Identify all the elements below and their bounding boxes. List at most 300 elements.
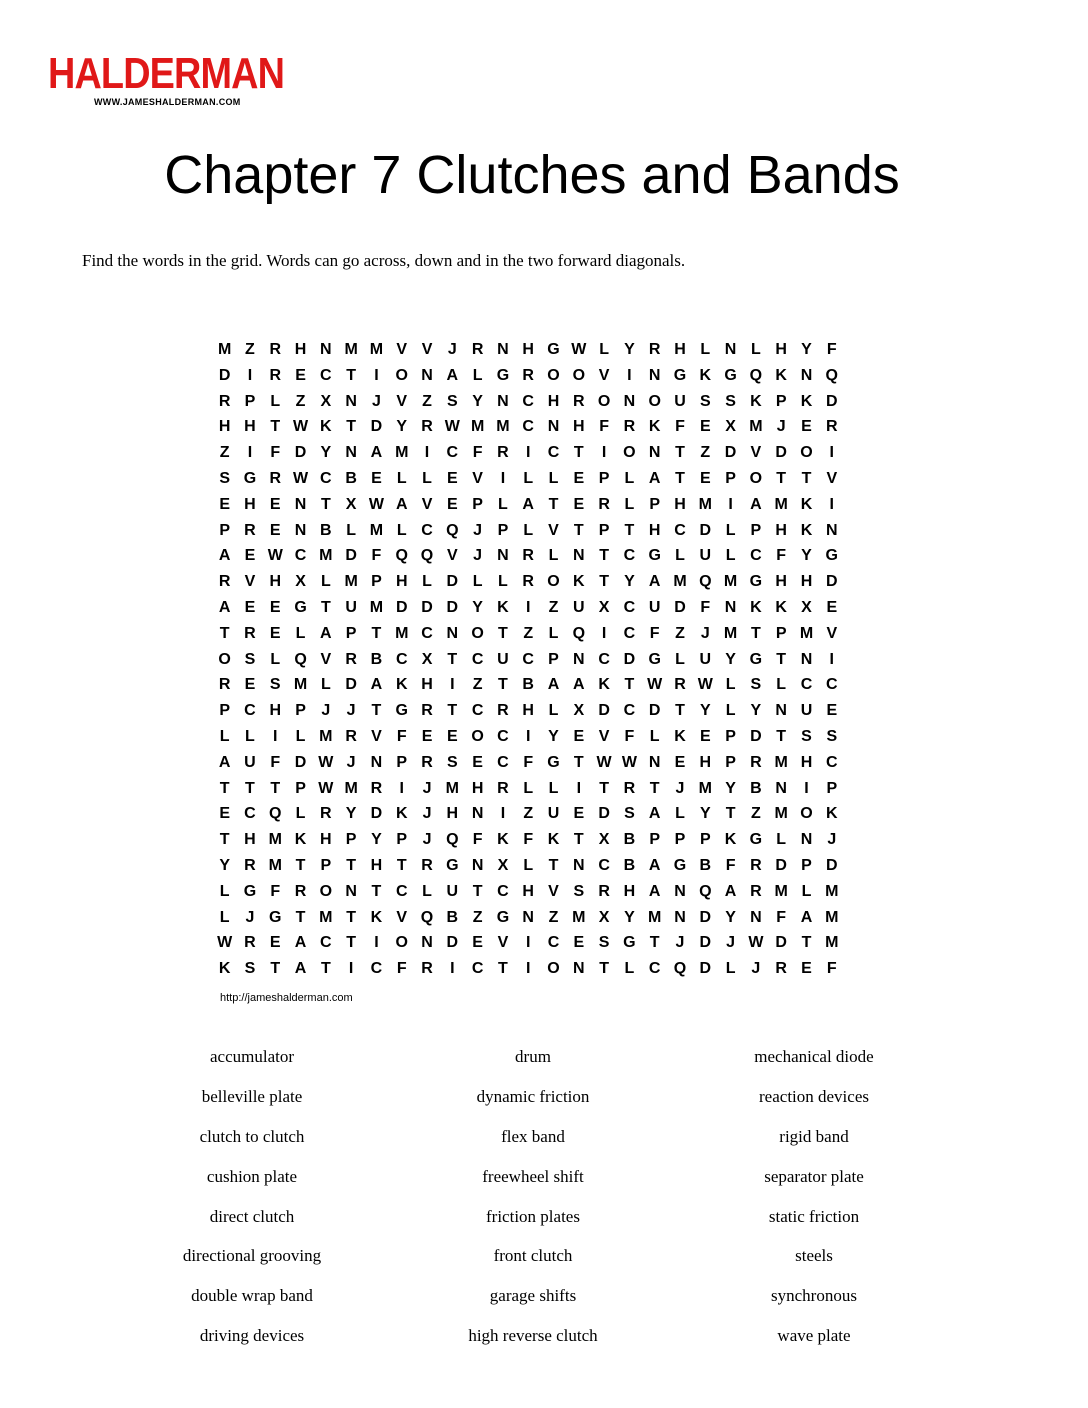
grid-letter: V xyxy=(497,934,509,952)
grid-letter: V xyxy=(598,727,610,745)
grid-letter: Y xyxy=(548,727,559,745)
grid-letter: E xyxy=(244,598,256,616)
grid-letter: I xyxy=(601,624,607,642)
grid-letter: O xyxy=(319,882,333,900)
grid-letter: L xyxy=(523,779,534,797)
grid-letter: M xyxy=(395,444,409,462)
grid-letter: G xyxy=(294,598,307,616)
grid-letter: P xyxy=(497,521,509,539)
grid-letter: D xyxy=(294,444,307,462)
grid-letter: M xyxy=(648,908,662,926)
grid-letter: R xyxy=(421,702,433,720)
grid-letter: C xyxy=(522,392,534,410)
grid-letter: N xyxy=(294,495,307,513)
grid-letter: B xyxy=(446,908,459,926)
grid-letter: L xyxy=(219,908,230,926)
grid-letter: R xyxy=(421,418,433,436)
grid-letter: N xyxy=(370,753,383,771)
grid-letter: A xyxy=(573,676,585,694)
grid-letter: J xyxy=(675,934,685,952)
grid-letter: W xyxy=(596,753,612,771)
grid-letter: F xyxy=(270,444,281,462)
grid-letter: E xyxy=(269,598,281,616)
grid-letter: R xyxy=(573,392,585,410)
grid-letter: Q xyxy=(446,521,459,539)
grid-letter: E xyxy=(699,469,711,487)
grid-letter: M xyxy=(319,727,333,745)
grid-letter: N xyxy=(648,444,661,462)
grid-letter: J xyxy=(245,908,255,926)
word-list-item: clutch to clutch xyxy=(199,1126,305,1146)
grid-letter: R xyxy=(471,341,484,358)
grid-letter: A xyxy=(218,753,231,771)
grid-letter: Y xyxy=(725,779,736,797)
grid-letter: F xyxy=(270,882,281,900)
grid-letter: I xyxy=(273,727,278,745)
grid-letter: N xyxy=(345,882,357,900)
grid-letter: R xyxy=(522,547,534,565)
grid-letter: T xyxy=(498,624,508,642)
grid-letter: L xyxy=(270,392,281,410)
grid-letter: B xyxy=(623,856,636,874)
grid-letter: C xyxy=(395,650,408,668)
grid-letter: H xyxy=(522,341,534,358)
grid-letter: C xyxy=(244,805,256,823)
grid-letter: K xyxy=(724,831,737,849)
grid-letter: K xyxy=(598,676,610,694)
grid-letter: Y xyxy=(624,908,635,926)
grid-letter: P xyxy=(801,856,812,874)
grid-letter: G xyxy=(724,366,737,384)
grid-letter: T xyxy=(498,960,508,978)
grid-letter: F xyxy=(523,831,534,849)
grid-letter: T xyxy=(295,856,306,874)
grid-letter: H xyxy=(648,521,661,539)
grid-letter: D xyxy=(345,676,357,694)
word-list-item: mechanical diode xyxy=(754,1047,874,1066)
grid-letter: N xyxy=(421,934,433,952)
grid-letter: O xyxy=(395,934,408,952)
grid-letter: M xyxy=(774,495,788,513)
grid-letter: V xyxy=(421,495,433,513)
grid-letter: U xyxy=(345,598,357,616)
grid-letter: T xyxy=(295,908,306,926)
grid-letter: T xyxy=(573,521,584,539)
grid-letter: Z xyxy=(523,624,534,642)
grid-letter: N xyxy=(471,856,484,874)
grid-letter: R xyxy=(244,934,256,952)
grid-letter: F xyxy=(371,547,382,565)
grid-letter: A xyxy=(547,676,560,694)
grid-letter: I xyxy=(424,444,430,462)
grid-letter: E xyxy=(269,934,281,952)
grid-letter: S xyxy=(446,753,458,771)
grid-letter: H xyxy=(800,573,813,591)
word-list-item: rigid band xyxy=(779,1126,849,1146)
grid-letter: Q xyxy=(269,805,282,823)
grid-letter: T xyxy=(776,727,787,745)
grid-letter: R xyxy=(269,341,282,358)
grid-letter: R xyxy=(598,882,610,900)
grid-letter: J xyxy=(751,960,761,978)
grid-letter: G xyxy=(673,856,687,874)
grid-letter: M xyxy=(344,341,358,358)
grid-letter: N xyxy=(825,521,838,539)
grid-letter: C xyxy=(497,727,509,745)
grid-letter: T xyxy=(219,779,230,797)
grid-letter: R xyxy=(269,469,282,487)
grid-letter: I xyxy=(576,779,582,797)
grid-letter: Z xyxy=(472,676,483,694)
grid-letter: D xyxy=(446,934,459,952)
grid-letter: Z xyxy=(245,341,255,358)
grid-letter: F xyxy=(700,598,711,616)
grid-letter: O xyxy=(648,392,661,410)
grid-letter: R xyxy=(218,573,231,591)
grid-letter: C xyxy=(497,882,509,900)
grid-letter: M xyxy=(369,341,384,358)
grid-letter: D xyxy=(825,392,838,410)
grid-letter: R xyxy=(218,676,231,694)
grid-letter: F xyxy=(725,856,736,874)
grid-letter: J xyxy=(422,805,432,823)
grid-letter: U xyxy=(446,882,459,900)
grid-letter: H xyxy=(218,418,231,436)
grid-letter: J xyxy=(473,521,483,539)
grid-letter: E xyxy=(699,418,711,436)
grid-letter: A xyxy=(218,547,231,565)
grid-letter: U xyxy=(800,702,813,720)
grid-letter: L xyxy=(346,521,357,539)
grid-letter: L xyxy=(725,702,736,720)
grid-letter: N xyxy=(800,831,813,849)
grid-letter: Q xyxy=(749,366,763,384)
grid-letter: L xyxy=(422,573,432,591)
grid-letter: R xyxy=(244,521,256,539)
grid-letter: E xyxy=(674,753,686,771)
grid-letter: D xyxy=(598,805,610,823)
grid-letter: E xyxy=(269,624,281,642)
grid-letter: L xyxy=(624,960,635,978)
word-list-item: dynamic friction xyxy=(476,1086,590,1106)
grid-letter: N xyxy=(497,341,509,358)
grid-letter: L xyxy=(219,727,230,745)
grid-letter: C xyxy=(547,444,560,462)
grid-letter: B xyxy=(750,779,762,797)
grid-letter: J xyxy=(422,779,432,797)
grid-letter: P xyxy=(548,650,559,668)
grid-letter: K xyxy=(648,418,661,436)
grid-letter: U xyxy=(648,598,661,616)
grid-letter: L xyxy=(776,831,787,849)
grid-letter: L xyxy=(270,650,281,668)
grid-letter: X xyxy=(598,831,610,849)
grid-letter: F xyxy=(599,418,609,436)
grid-letter: C xyxy=(750,547,762,565)
grid-letter: I xyxy=(829,495,834,513)
word-list-item: reaction devices xyxy=(759,1086,869,1106)
grid-letter: E xyxy=(573,469,585,487)
grid-letter: T xyxy=(573,831,584,849)
grid-letter: P xyxy=(674,831,686,849)
grid-letter: V xyxy=(548,882,559,900)
grid-letter: N xyxy=(573,547,585,565)
grid-letter: J xyxy=(321,702,331,720)
grid-letter: H xyxy=(573,418,585,436)
grid-letter: V xyxy=(598,366,610,384)
grid-letter: X xyxy=(421,650,433,668)
grid-letter: T xyxy=(599,573,609,591)
grid-letter: G xyxy=(395,702,408,720)
grid-letter: R xyxy=(370,779,383,797)
word-list-item: driving devices xyxy=(199,1326,305,1346)
grid-letter: K xyxy=(370,908,383,926)
grid-letter: M xyxy=(319,908,333,926)
grid-letter: D xyxy=(724,444,737,462)
grid-letter: F xyxy=(396,960,407,978)
grid-letter: Z xyxy=(700,444,711,462)
grid-letter: M xyxy=(217,341,232,358)
grid-letter: E xyxy=(446,727,458,745)
grid-letter: N xyxy=(573,650,585,668)
grid-letter: R xyxy=(421,960,433,978)
grid-letter: D xyxy=(699,934,712,952)
grid-letter: C xyxy=(800,676,813,694)
grid-letter: N xyxy=(547,418,560,436)
grid-letter: Q xyxy=(699,882,712,900)
grid-letter: J xyxy=(422,831,432,849)
grid-letter: G xyxy=(547,753,560,771)
grid-letter: D xyxy=(825,856,838,874)
grid-letter: E xyxy=(573,934,585,952)
grid-letter: S xyxy=(826,727,838,745)
grid-letter: E xyxy=(219,495,230,513)
grid-letter: S xyxy=(598,934,610,952)
page-title: Chapter 7 Clutches and Bands xyxy=(164,145,900,205)
grid-letter: D xyxy=(370,418,383,436)
grid-letter: X xyxy=(801,598,812,616)
grid-letter: N xyxy=(573,960,585,978)
grid-letter: I xyxy=(829,650,834,668)
grid-letter: L xyxy=(725,547,736,565)
grid-letter: R xyxy=(421,753,433,771)
grid-letter: P xyxy=(396,831,408,849)
grid-letter: P xyxy=(649,495,661,513)
grid-letter: E xyxy=(446,469,458,487)
grid-letter: N xyxy=(345,444,357,462)
grid-letter: Z xyxy=(295,392,306,410)
word-list-column xyxy=(122,1045,382,1364)
grid-letter: G xyxy=(749,831,763,849)
grid-letter: L xyxy=(548,624,559,642)
grid-letter: L xyxy=(498,495,508,513)
grid-letter: I xyxy=(247,366,253,384)
grid-letter: N xyxy=(648,366,661,384)
grid-letter: Y xyxy=(320,444,332,462)
grid-letter: E xyxy=(826,702,838,720)
grid-letter: H xyxy=(269,573,282,591)
grid-letter: N xyxy=(775,779,787,797)
grid-letter: U xyxy=(547,805,560,823)
grid-letter: T xyxy=(447,702,458,720)
grid-letter: R xyxy=(623,418,636,436)
grid-letter: H xyxy=(775,521,787,539)
grid-letter: K xyxy=(775,598,787,616)
grid-letter: A xyxy=(800,908,813,926)
grid-letter: E xyxy=(801,960,812,978)
grid-letter: N xyxy=(471,805,484,823)
grid-letter: H xyxy=(244,831,256,849)
grid-letter: C xyxy=(623,624,636,642)
grid-letter: R xyxy=(674,676,686,694)
logo-url: WWW.JAMESHALDERMAN.COM xyxy=(94,97,241,107)
grid-letter: M xyxy=(698,495,712,513)
grid-letter: H xyxy=(471,779,484,797)
grid-letter: N xyxy=(320,341,332,358)
grid-letter: I xyxy=(450,960,455,978)
grid-letter: N xyxy=(446,624,459,642)
grid-letter: S xyxy=(750,676,762,694)
grid-letter: A xyxy=(294,960,307,978)
grid-letter: G xyxy=(749,650,763,668)
grid-letter: Y xyxy=(801,547,812,565)
word-list-item: high reverse clutch xyxy=(468,1326,598,1346)
word-list-item: front clutch xyxy=(493,1246,573,1266)
grid-letter: M xyxy=(774,805,788,823)
grid-letter: Y xyxy=(472,598,483,616)
grid-letter: P xyxy=(320,856,332,874)
grid-letter: A xyxy=(370,676,383,694)
grid-letter: X xyxy=(598,598,610,616)
grid-letter: O xyxy=(218,650,231,668)
grid-letter: N xyxy=(648,753,661,771)
grid-letter: Q xyxy=(395,547,408,565)
grid-letter: T xyxy=(725,805,736,823)
grid-letter: G xyxy=(547,341,560,358)
grid-letter: R xyxy=(497,444,509,462)
grid-letter: P xyxy=(219,521,230,539)
grid-letter: G xyxy=(749,573,763,591)
grid-letter: I xyxy=(627,366,632,384)
grid-letter: V xyxy=(396,392,408,410)
grid-letter: O xyxy=(800,444,813,462)
grid-letter: P xyxy=(649,831,661,849)
grid-letter: Z xyxy=(422,392,432,410)
grid-letter: P xyxy=(598,521,610,539)
grid-letter: H xyxy=(395,573,408,591)
grid-letter: A xyxy=(446,366,459,384)
grid-letter: N xyxy=(294,521,307,539)
grid-letter: O xyxy=(395,366,408,384)
grid-letter: J xyxy=(726,934,736,952)
grid-letter: E xyxy=(573,727,585,745)
grid-letter: V xyxy=(244,573,256,591)
word-list-item: directional grooving xyxy=(182,1246,322,1266)
grid-letter: E xyxy=(421,727,433,745)
word-list-item: flex band xyxy=(501,1126,565,1146)
grid-letter: W xyxy=(697,676,713,694)
grid-letter: K xyxy=(497,598,509,616)
grid-letter: L xyxy=(624,495,635,513)
grid-letter: P xyxy=(244,392,256,410)
grid-letter: K xyxy=(395,805,408,823)
word-list-column xyxy=(684,1045,944,1364)
grid-letter: T xyxy=(801,469,812,487)
grid-letter: H xyxy=(294,341,307,358)
grid-letter: J xyxy=(675,779,685,797)
grid-letter: Q xyxy=(420,547,434,565)
grid-letter: O xyxy=(572,366,586,384)
grid-letter: C xyxy=(421,624,433,642)
grid-letter: E xyxy=(244,547,256,565)
grid-letter: Q xyxy=(673,960,687,978)
grid-letter: X xyxy=(598,908,610,926)
grid-letter: E xyxy=(573,495,585,513)
grid-letter: O xyxy=(623,444,636,462)
grid-letter: H xyxy=(699,753,712,771)
grid-letter: V xyxy=(396,341,408,358)
grid-letter: T xyxy=(346,934,357,952)
grid-letter: T xyxy=(346,908,357,926)
grid-letter: P xyxy=(345,624,357,642)
grid-letter: G xyxy=(648,650,661,668)
grid-letter: D xyxy=(699,908,712,926)
grid-letter: H xyxy=(370,856,383,874)
grid-letter: E xyxy=(826,598,838,616)
grid-letter: D xyxy=(623,650,636,668)
grid-letter: T xyxy=(675,469,685,487)
word-list-item: separator plate xyxy=(764,1166,864,1186)
grid-letter: C xyxy=(598,856,610,874)
grid-letter: W xyxy=(292,418,309,436)
grid-letter: H xyxy=(244,418,256,436)
word-list-item: static friction xyxy=(768,1206,860,1226)
grid-letter: Z xyxy=(219,444,230,462)
grid-letter: R xyxy=(775,960,787,978)
grid-letter: M xyxy=(268,856,282,874)
grid-letter: C xyxy=(421,521,433,539)
grid-letter: N xyxy=(724,598,737,616)
grid-letter: W xyxy=(444,418,460,436)
grid-letter: T xyxy=(599,779,609,797)
grid-letter: Z xyxy=(548,908,559,926)
grid-letter: M xyxy=(268,831,282,849)
grid-letter: X xyxy=(725,418,736,436)
grid-letter: Q xyxy=(420,908,434,926)
grid-letter: P xyxy=(826,779,838,797)
grid-letter: K xyxy=(218,960,231,978)
grid-letter: U xyxy=(699,547,712,565)
grid-letter: H xyxy=(446,805,459,823)
grid-letter: E xyxy=(801,418,812,436)
grid-letter: W xyxy=(318,753,334,771)
grid-letter: M xyxy=(293,676,308,694)
grid-letter: D xyxy=(395,598,408,616)
grid-letter: E xyxy=(472,934,483,952)
grid-letter: T xyxy=(548,856,559,874)
grid-letter: S xyxy=(269,676,281,694)
grid-letter: R xyxy=(218,392,231,410)
word-list-item: wave plate xyxy=(777,1326,851,1346)
grid-letter: E xyxy=(219,805,230,823)
grid-letter: T xyxy=(675,444,685,462)
grid-letter: I xyxy=(399,779,404,797)
grid-letter: D xyxy=(750,727,762,745)
grid-letter: Q xyxy=(294,650,307,668)
grid-letter: Y xyxy=(699,702,711,720)
grid-letter: K xyxy=(294,831,307,849)
grid-letter: R xyxy=(522,573,534,591)
